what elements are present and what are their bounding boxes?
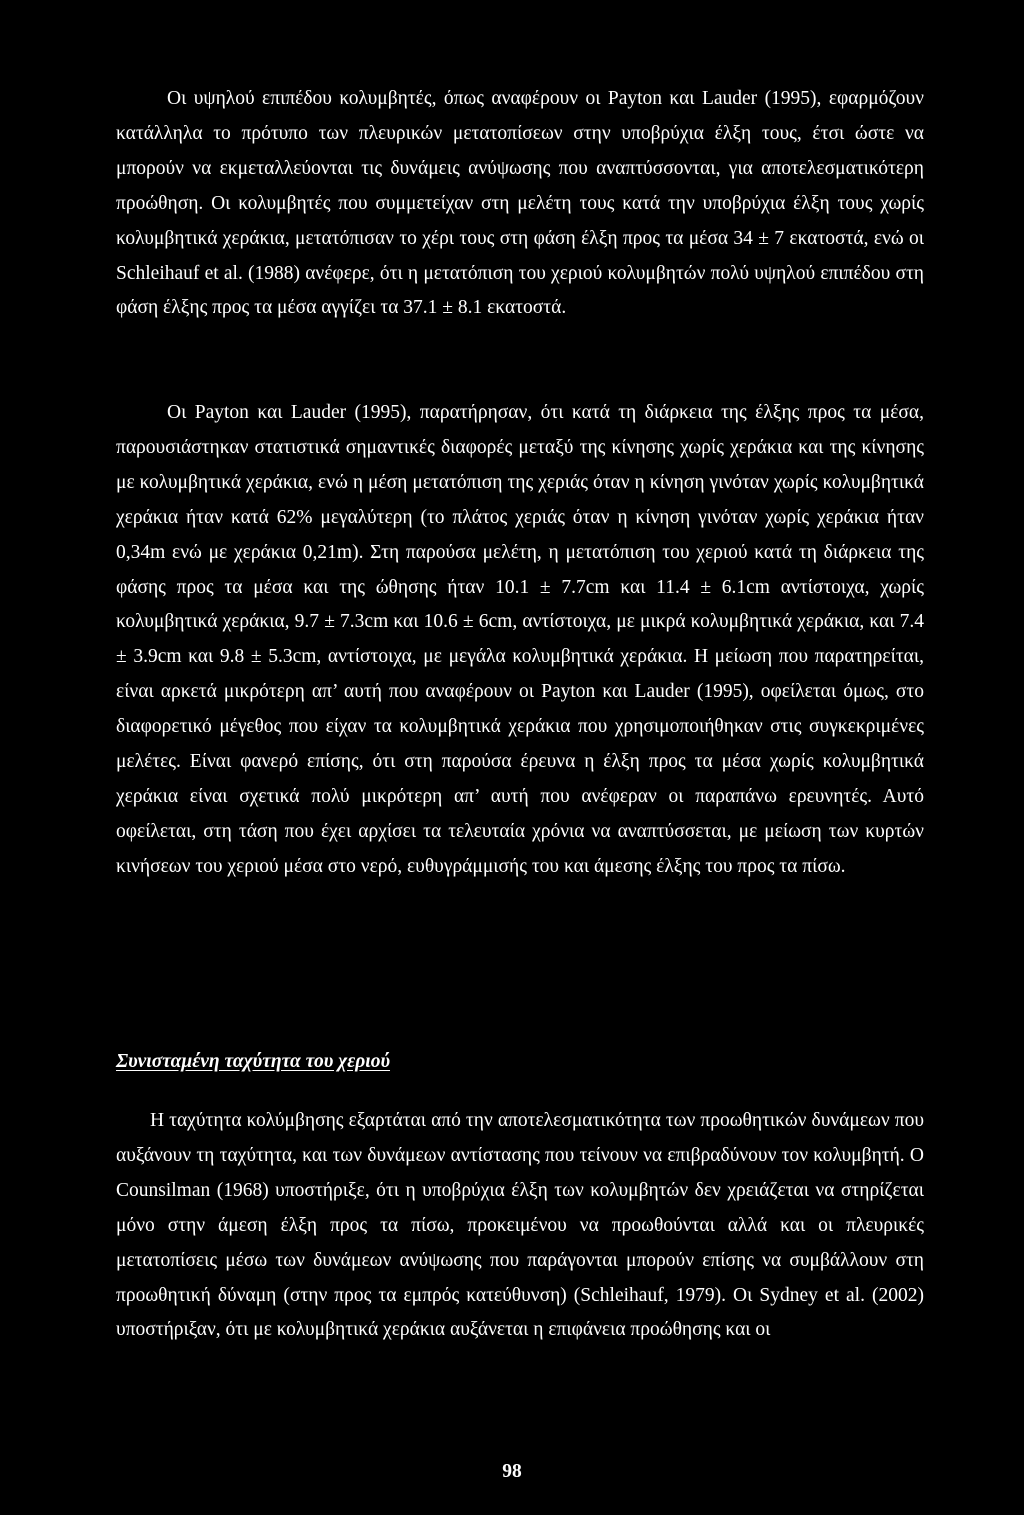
section-paragraph: Η ταχύτητα κολύμβησης εξαρτάται από την αποτελεσματικότητα των προωθητικών δυνάμεων που αυξάνουν τη ταχύτητα, και των δυνάμεων αντίστασης που τείνουν να επιβραδύνουν τον κολυμβητή. Ο Counsilman (1968) υποστήριξε, ότι η υποβρύχια έλξη των κολυμβητών δεν χρειάζεται να στηρίζεται μόνο στην άμεση έλξη προς τα πίσω, προκειμένου να προωθούνται αλλά και οι πλευρικές μετατοπίσεις μέσω των δυνάμεων ανύψωσης που παράγονται μπορούν επίσης να συμβάλλουν στη προωθητική δύναμη (στην προς τα εμπρός κατεύθυνση) (Schleihauf, 1979). Οι Sydney et al. (2002) υποστήριξαν, ότι με κολυμβητικά χεράκια αυξάνεται η επιφάνεια προώθησης και οι [116, 1110, 924, 1341]
section-heading: Συνισταμένη ταχύτητα του χεριού [116, 1051, 391, 1072]
page-number: 98 [502, 1461, 522, 1482]
body-paragraph-1: Οι υψηλού επιπέδου κολυμβητές, όπως αναφέρουν οι Payton και Lauder (1995), εφαρμόζουν κατάλληλα το πρότυπο των πλευρικών μετατοπίσεων στην υποβρύχια έλξη τους, έτσι ώστε να μπορούν να εκμεταλλεύονται τις δυνάμεις ανύψωσης που αναπτύσσονται, για αποτελεσματικότερη προώθηση. Οι κολυμβητές που συμμετείχαν στη μελέτη τους κατά την υποβρύχια έλξη τους χωρίς κολυμβητικά χεράκια, μετατόπισαν το χέρι τους στη φάση έλξη προς τα μέσα 34 ± 7 εκατοστά, ενώ οι Schleihauf et al. (1988) ανέφερε, ότι η μετατόπιση του χεριού κολυμβητών πολύ υψηλού επιπέδου στη φάση έλξης προς τα μέσα αγγίζει τα 37.1 ± 8.1 εκατοστά. [116, 88, 924, 319]
body-paragraph-2: Οι Payton και Lauder (1995), παρατήρησαν, ότι κατά τη διάρκεια της έλξης προς τα μέσα, παρουσιάστηκαν στατιστικά σημαντικές διαφορές μεταξύ της κίνησης χωρίς χεράκια και της κίνησης με κολυμβητικά χεράκια, ενώ η μέση μετατόπιση της χεριάς όταν η κίνηση γινόταν χωρίς κολυμβητικά χεράκια ήταν κατά 62% μεγαλύτερη (το πλάτος χεριάς όταν η κίνηση γινόταν χωρίς χεράκια ήταν 0,34m ενώ με χεράκια 0,21m). Στη παρούσα μελέτη, η μετατόπιση του χεριού κατά τη διάρκεια της φάσης προς τα μέσα και της ώθησης ήταν 10.1 ± 7.7cm και 11.4 ± 6.1cm αντίστοιχα, χωρίς κολυμβητικά χεράκια, 9.7 ± 7.3cm και 10.6 ± 6cm, αντίστοιχα, με μικρά κολυμβητικά χεράκια, και 7.4 ± 3.9cm και 9.8 ± 5.3cm, αντίστοιχα, με μεγάλα κολυμβητικά χεράκια. Η μείωση που παρατηρείται, είναι αρκετά μικρότερη απ’ αυτή που αναφέρουν οι Payton και Lauder (1995), οφείλεται όμως, στο διαφορετικό μέγεθος που είχαν τα κολυμβητικά χεράκια που χρησιμοποιήθηκαν στις συγκεκριμένες μελέτες. Είναι φανερό επίσης, ότι στη παρούσα έρευνα η έλξη προς τα μέσα χωρίς κολυμβητικά χεράκια είναι σχετικά πολύ μικρότερη απ’ αυτή που ανέφεραν οι παραπάνω ερευνητές. Αυτό οφείλεται, στη τάση που έχει αρχίσει τα τελευταία χρόνια να αναπτύσσεται, με μείωση των κυρτών κινήσεων του χεριού μέσα στο νερό, ευθυγράμμισής του και άμεσης έλξης του προς τα πίσω. [116, 402, 924, 877]
